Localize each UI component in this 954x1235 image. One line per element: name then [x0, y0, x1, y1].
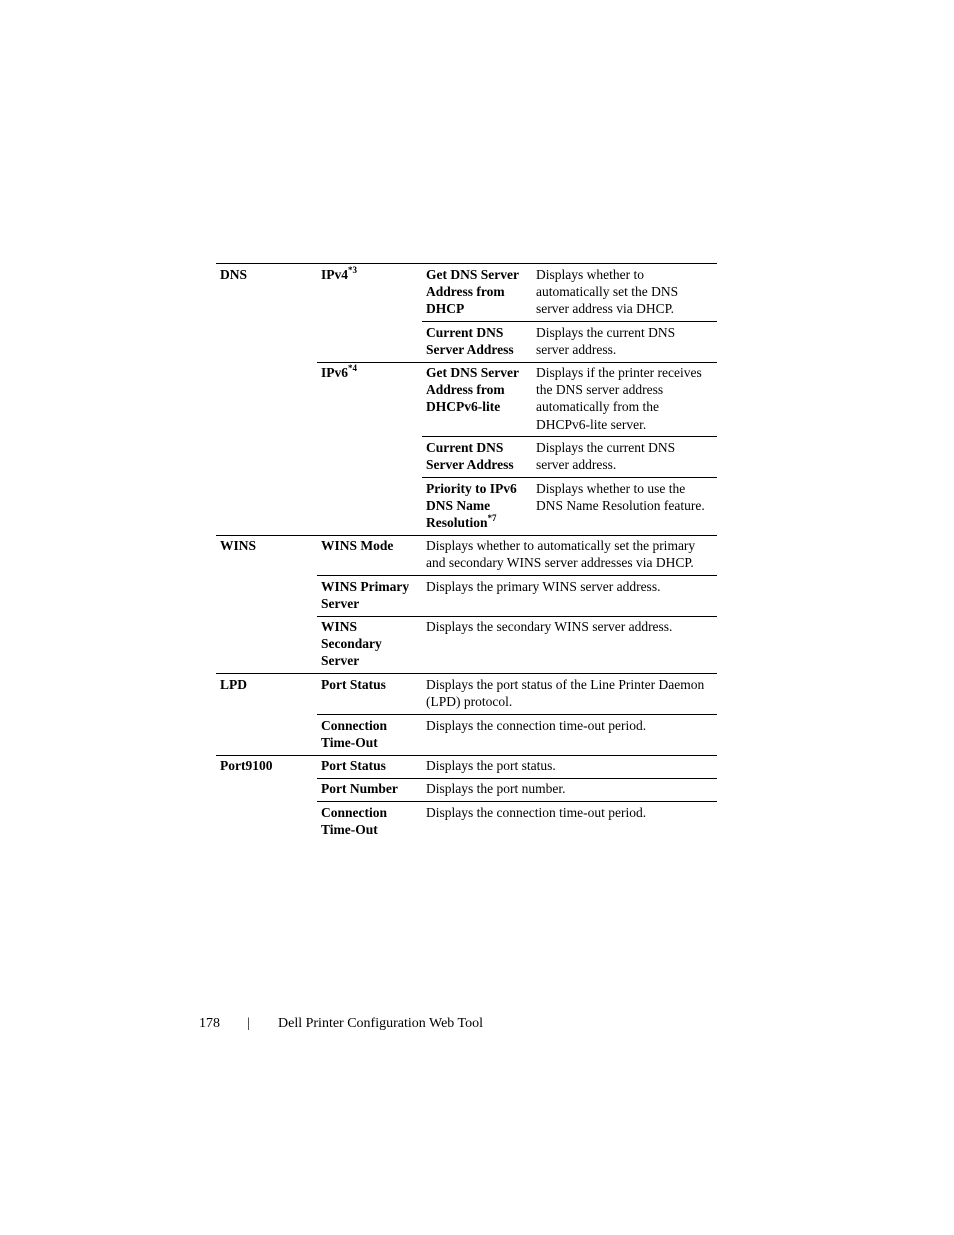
table-rule — [216, 263, 717, 264]
name-line: WINS — [321, 619, 358, 634]
wins-secondary-name — [321, 618, 382, 670]
dns-ipv6-footnote: *4 — [348, 362, 357, 373]
name-line: Connection — [321, 805, 388, 820]
table-rule — [422, 321, 717, 322]
wins-primary-name — [321, 578, 409, 612]
wins-mode-desc — [426, 537, 695, 571]
name-line: Address from — [426, 382, 505, 398]
desc-line: Displays the connection time-out period. — [426, 805, 647, 820]
table-rule — [317, 778, 717, 779]
wins-mode-name — [321, 537, 393, 554]
priority-footnote: *7 — [487, 512, 497, 523]
name-line: Current DNS — [426, 325, 504, 340]
lpd-timeout-desc — [426, 717, 646, 734]
name-line: DHCP — [426, 301, 465, 317]
table-rule — [317, 714, 717, 715]
table-rule — [317, 362, 717, 363]
table-rule — [317, 575, 717, 576]
name-line: WINS Primary — [321, 579, 410, 594]
name-line: Current DNS — [426, 440, 504, 455]
lpd-port-status-name — [321, 676, 386, 693]
desc-line: DHCPv6-lite server. — [536, 416, 647, 432]
desc-line: Displays the port status. — [426, 758, 556, 773]
port9100-timeout-desc — [426, 804, 646, 821]
section-wins-label: WINS — [220, 538, 257, 553]
desc-line: Displays whether to automatically set the primary — [426, 538, 696, 553]
name-line: Priority to IPv6 — [426, 481, 517, 496]
table-rule — [317, 801, 717, 802]
ipv6-priority-name — [426, 480, 517, 532]
desc-line: server address. — [536, 457, 617, 473]
name-line: DHCPv6-lite — [426, 399, 501, 415]
table-rule — [317, 616, 717, 617]
name-line: Get DNS Server — [426, 267, 519, 282]
name-line: Get DNS Server — [426, 365, 519, 380]
desc-line: server address via DHCP. — [536, 301, 674, 317]
desc-line: Displays whether to use the — [536, 481, 686, 496]
table-rule — [422, 477, 717, 478]
table-rule — [216, 535, 717, 536]
desc-line: Displays if the printer receives — [536, 365, 702, 380]
dns-ipv4-text: IPv4 — [321, 267, 348, 282]
desc-line: server address. — [536, 342, 617, 358]
table-rule — [216, 673, 717, 674]
name-line: Time-Out — [321, 735, 378, 751]
desc-line: Displays the connection time-out period. — [426, 718, 647, 733]
desc-line: Displays the port number. — [426, 781, 566, 796]
table-rule — [422, 436, 717, 437]
port9100-port-status-name — [321, 757, 386, 774]
name-line: Server — [321, 596, 360, 612]
desc-line: and secondary WINS server addresses via DHCP. — [426, 555, 694, 571]
desc-line: DNS Name Resolution feature. — [536, 498, 705, 514]
name-line: DNS Name — [426, 498, 491, 514]
name-line: WINS Mode — [321, 538, 394, 553]
desc-line: Displays whether to — [536, 267, 644, 282]
ipv6-get-dns-server-name — [426, 364, 519, 416]
dns-ipv6-label — [321, 364, 357, 381]
section-port9100-label: Port9100 — [220, 758, 273, 773]
dns-ipv6-text: IPv6 — [321, 365, 348, 380]
desc-line: Displays the primary WINS server address. — [426, 579, 661, 594]
name-line: Server — [321, 653, 360, 669]
name-line: Connection — [321, 718, 388, 733]
ipv6-priority-desc — [536, 480, 705, 514]
lpd-port-status-desc — [426, 676, 704, 710]
name-line: Server Address — [426, 342, 514, 358]
table-rule — [216, 755, 717, 756]
desc-line: the DNS server address — [536, 382, 664, 398]
desc-line: automatically from the — [536, 399, 659, 415]
desc-line: Displays the current DNS — [536, 325, 676, 340]
name-line — [426, 514, 517, 531]
ipv4-current-dns-desc — [536, 324, 675, 358]
ipv6-get-dns-server-desc — [536, 364, 702, 433]
ipv6-current-dns-name — [426, 439, 514, 473]
dns-ipv4-label — [321, 266, 357, 283]
name-line: Time-Out — [321, 822, 378, 838]
desc-line: Displays the current DNS — [536, 440, 676, 455]
port9100-port-number-desc — [426, 780, 565, 797]
ipv4-get-dns-server-name — [426, 266, 519, 318]
name-line: Port Status — [321, 677, 386, 692]
ipv4-get-dns-server-desc — [536, 266, 678, 318]
footer-separator: | — [247, 1016, 250, 1031]
ipv6-current-dns-desc — [536, 439, 675, 473]
footer-title: Dell Printer Configuration Web Tool — [278, 1016, 484, 1031]
desc-line: Displays the secondary WINS server address. — [426, 619, 673, 634]
name-line: Port Number — [321, 781, 398, 796]
name-line: Address from — [426, 284, 505, 300]
wins-primary-desc — [426, 578, 660, 595]
section-lpd-label: LPD — [220, 677, 247, 692]
ipv4-current-dns-name — [426, 324, 514, 358]
name-line: Secondary — [321, 636, 382, 652]
lpd-timeout-name — [321, 717, 387, 751]
wins-secondary-desc — [426, 618, 672, 635]
desc-line: automatically set the DNS — [536, 284, 679, 300]
port9100-port-status-desc — [426, 757, 556, 774]
name-text: Resolution — [426, 515, 488, 531]
port9100-timeout-name — [321, 804, 387, 838]
name-line: Server Address — [426, 457, 514, 473]
desc-line: Displays the port status of the Line Printer Daemon — [426, 677, 705, 692]
desc-line: (LPD) protocol. — [426, 694, 513, 710]
page-number: 178 — [199, 1016, 220, 1031]
dns-ipv4-footnote: *3 — [348, 264, 357, 275]
name-line: Port Status — [321, 758, 386, 773]
port9100-port-number-name — [321, 780, 398, 797]
section-dns-label: DNS — [220, 267, 248, 282]
